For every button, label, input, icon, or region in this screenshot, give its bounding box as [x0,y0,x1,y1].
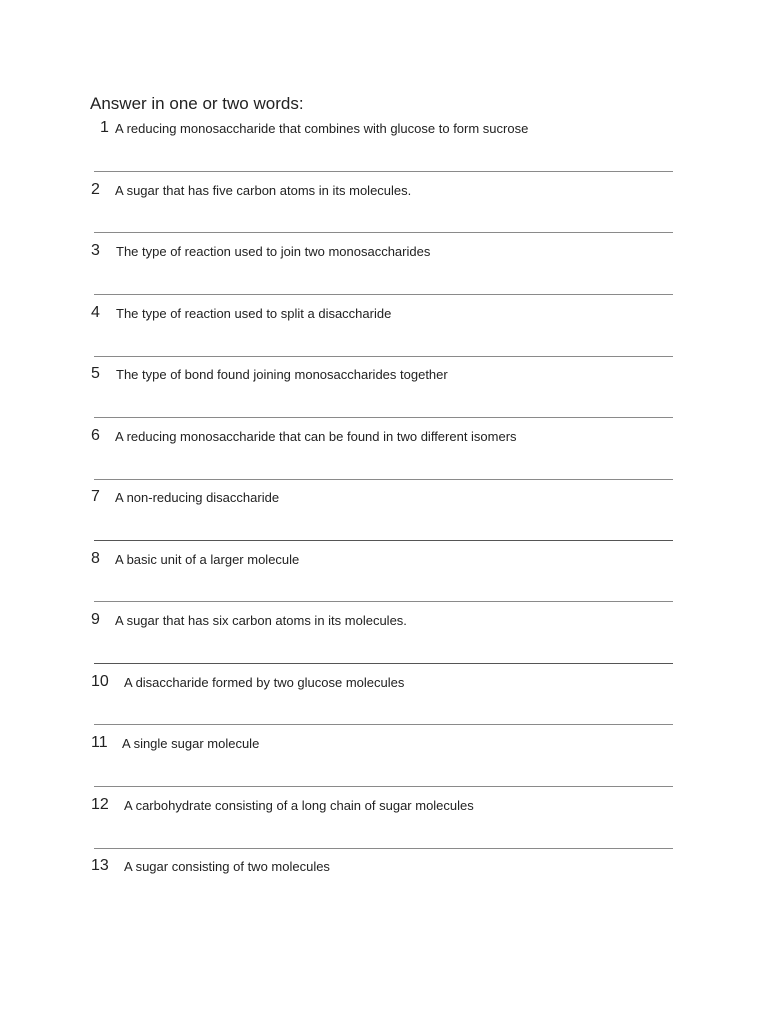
question-number: 12 [91,796,109,813]
question-text: A single sugar molecule [122,736,260,751]
answer-line[interactable] [94,294,673,295]
question-text: A disaccharide formed by two glucose molecules [124,675,405,690]
question-number: 11 [91,734,108,751]
question-text: The type of reaction used to split a disaccharide [116,306,392,321]
question-number: 5 [91,365,100,382]
answer-line[interactable] [94,540,673,541]
question-text: The type of reaction used to join two monosaccharides [116,244,431,259]
question-text: A sugar consisting of two molecules [124,859,330,874]
question-number: 4 [91,304,100,321]
question-text: A basic unit of a larger molecule [115,552,300,567]
question-text: A reducing monosaccharide that can be found in two different isomers [115,429,517,444]
question-number: 2 [91,181,100,198]
question-number: 10 [91,673,109,690]
answer-line[interactable] [94,663,673,664]
question-text: A non-reducing disaccharide [115,490,280,505]
question-text: A sugar that has six carbon atoms in its molecules. [115,613,407,628]
answer-line[interactable] [94,356,673,357]
question-number: 8 [91,550,100,567]
answer-line[interactable] [94,479,673,480]
question-number: 3 [91,242,100,259]
question-text: A carbohydrate consisting of a long chain of sugar molecules [124,798,474,813]
question-text: The type of bond found joining monosaccharides together [116,367,448,382]
answer-line[interactable] [94,848,673,849]
answer-line[interactable] [94,232,673,233]
question-number: 13 [91,857,109,874]
question-text: A sugar that has five carbon atoms in its molecules. [115,183,412,198]
answer-line[interactable] [94,724,673,725]
question-number: 7 [91,488,100,505]
answer-line[interactable] [94,601,673,602]
question-number: 9 [91,611,100,628]
question-number: 1 [100,119,109,136]
worksheet-instruction: Answer in one or two words: [90,94,304,113]
question-text: A reducing monosaccharide that combines with glucose to form sucrose [115,121,529,136]
answer-line[interactable] [94,417,673,418]
answer-line[interactable] [94,171,673,172]
answer-line[interactable] [94,786,673,787]
question-number: 6 [91,427,100,444]
